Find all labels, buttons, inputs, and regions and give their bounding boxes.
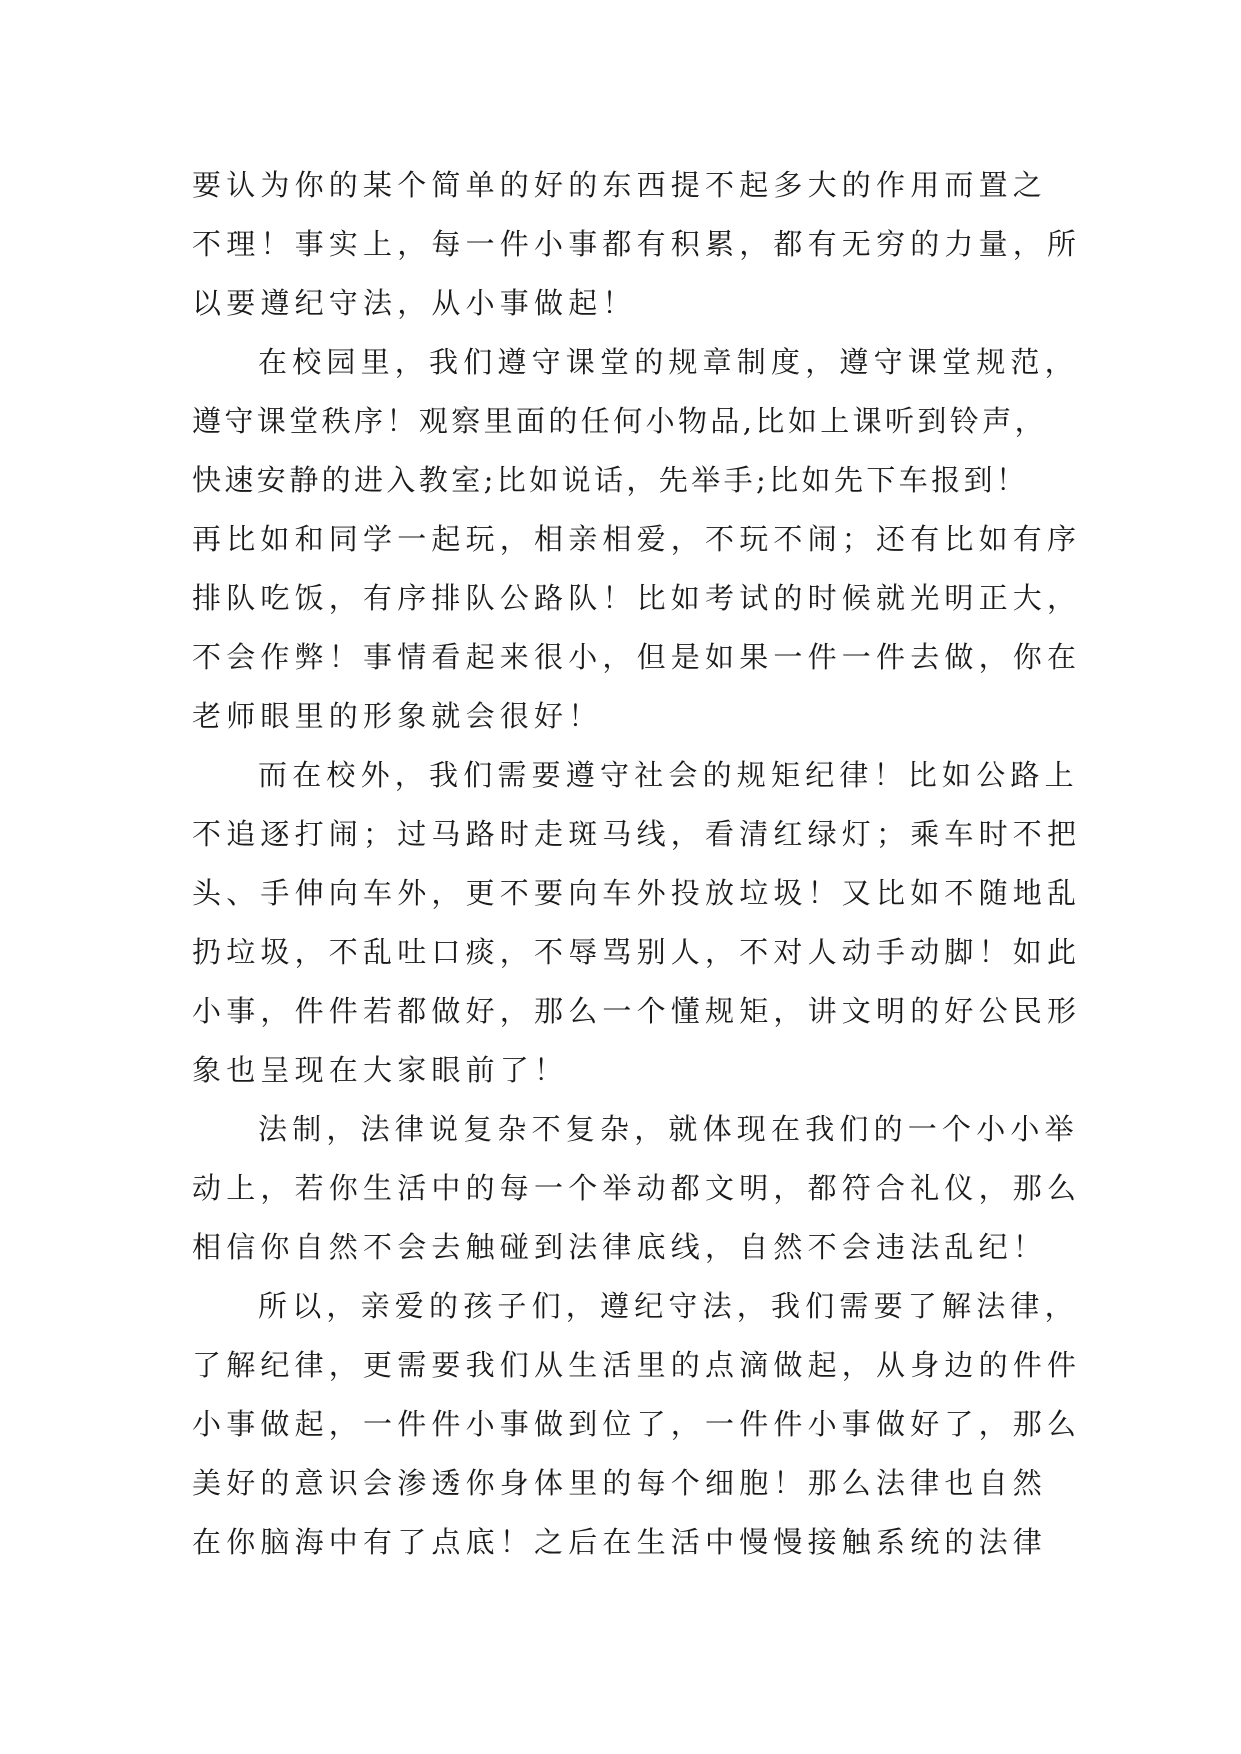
text-line: 排队吃饭，有序排队公路队！比如考试的时候就光明正大， <box>192 581 1082 615</box>
text-line: 相信你自然不会去触碰到法律底线，自然不会违法乱纪！ <box>192 1230 1048 1264</box>
text-line: 快速安静的进入教室;比如说话，先举手;比如先下车报到！ <box>192 463 1029 497</box>
text-line: 象也呈现在大家眼前了！ <box>192 1053 569 1087</box>
text-line: 小事，件件若都做好，那么一个懂规矩，讲文明的好公民形 <box>192 994 1082 1028</box>
text-line: 美好的意识会渗透你身体里的每个细胞！那么法律也自然 <box>192 1466 1048 1500</box>
text-line: 再比如和同学一起玩，相亲相爱，不玩不闹；还有比如有序 <box>192 522 1082 556</box>
text-line: 以要遵纪守法，从小事做起！ <box>192 286 637 320</box>
text-line: 扔垃圾，不乱吐口痰，不辱骂别人，不对人动手动脚！如此 <box>192 935 1082 969</box>
text-line: 不会作弊！事情看起来很小，但是如果一件一件去做，你在 <box>192 640 1082 674</box>
text-line: 要认为你的某个简单的好的东西提不起多大的作用而置之 <box>192 168 1048 202</box>
paragraph-start-line: 法制，法律说复杂不复杂，就体现在我们的一个小小举 <box>258 1112 1079 1146</box>
paragraph-start-line: 而在校外，我们需要遵守社会的规矩纪律！比如公路上 <box>258 758 1079 792</box>
text-line: 动上，若你生活中的每一个举动都文明，都符合礼仪，那么 <box>192 1171 1082 1205</box>
paragraph-start-line: 在校园里，我们遵守课堂的规章制度，遵守课堂规范， <box>258 345 1079 379</box>
text-line: 老师眼里的形象就会很好！ <box>192 699 603 733</box>
text-line: 遵守课堂秩序！观察里面的任何小物品,比如上课听到铃声， <box>192 404 1048 438</box>
paragraph-start-line: 所以，亲爱的孩子们，遵纪守法，我们需要了解法律， <box>258 1289 1079 1323</box>
text-line: 头、手伸向车外，更不要向车外投放垃圾！又比如不随地乱 <box>192 876 1082 910</box>
text-line: 小事做起，一件件小事做到位了，一件件小事做好了，那么 <box>192 1407 1082 1441</box>
text-line: 在你脑海中有了点底！之后在生活中慢慢接触系统的法律 <box>192 1525 1048 1559</box>
text-line: 不追逐打闹；过马路时走斑马线，看清红绿灯；乘车时不把 <box>192 817 1082 851</box>
text-line: 不理！事实上，每一件小事都有积累，都有无穷的力量，所 <box>192 227 1082 261</box>
body-text <box>192 156 1082 1572</box>
text-line: 了解纪律，更需要我们从生活里的点滴做起，从身边的件件 <box>192 1348 1082 1382</box>
